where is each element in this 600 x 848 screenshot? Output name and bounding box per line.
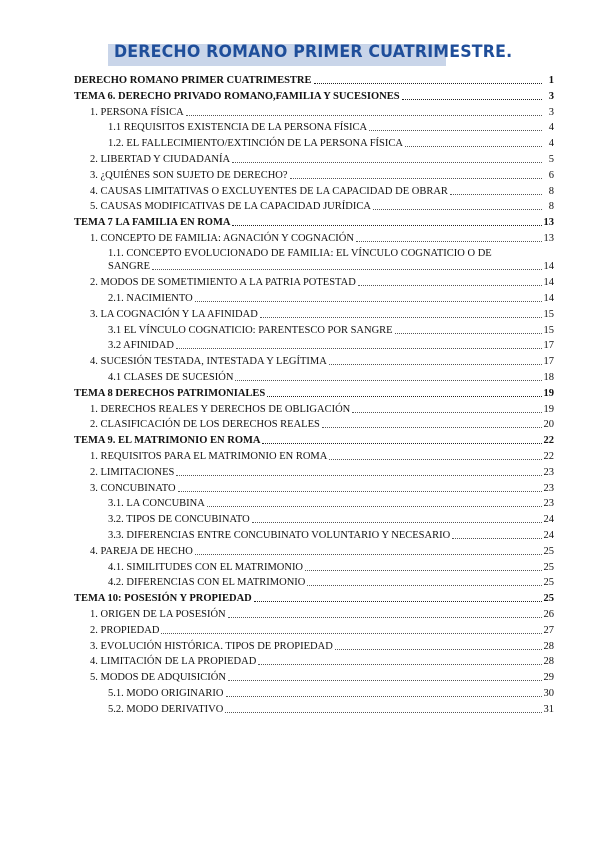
dot-leader: [228, 616, 542, 618]
dot-leader: [252, 521, 542, 523]
toc-section-entry[interactable]: [90, 465, 554, 479]
title-block: [108, 40, 513, 68]
toc-page-number: 17: [543, 356, 554, 368]
toc-entry-text: 5. CAUSAS MODIFICATIVAS DE LA CAPACIDAD JURÍDICA: [90, 201, 371, 213]
toc-entry-text: 3.1. LA CONCUBINA: [108, 498, 205, 510]
toc-entry-text: TEMA 9. EL MATRIMONIO EN ROMA: [74, 435, 261, 447]
dot-leader: [373, 208, 542, 210]
toc-section-entry[interactable]: [90, 654, 554, 668]
toc-page-number: 22: [543, 450, 554, 462]
dot-leader: [228, 679, 542, 681]
toc-subsection-entry[interactable]: [108, 512, 554, 526]
toc-entry-text: 4. CAUSAS LIMITATIVAS O EXCLUYENTES DE LA CAPACIDAD DE OBRAR: [90, 185, 448, 197]
toc-subsection-entry[interactable]: [108, 323, 554, 337]
dot-leader: [260, 316, 542, 318]
toc-page-number: 14: [543, 261, 554, 273]
toc-section-entry[interactable]: [90, 449, 554, 463]
toc-page-number: 26: [543, 608, 554, 620]
toc-entry-text: 4.1 CLASES DE SUCESIÓN: [108, 371, 234, 383]
dot-leader: [405, 145, 542, 147]
toc-subsection-entry[interactable]: [108, 338, 554, 352]
dot-leader: [402, 98, 542, 100]
toc-page-number: 24: [543, 514, 554, 526]
toc-chapter-entry[interactable]: [74, 215, 554, 229]
toc-page-number: 28: [543, 640, 554, 652]
toc-section-entry[interactable]: [90, 481, 554, 495]
dot-leader: [254, 600, 542, 602]
toc-subsection-entry[interactable]: [108, 370, 554, 384]
toc-page-number: 20: [543, 419, 554, 431]
toc-section-entry[interactable]: [90, 670, 554, 684]
toc-page-number: 1: [548, 75, 554, 86]
toc-section-entry[interactable]: [90, 184, 554, 198]
toc-page-number: 14: [543, 292, 554, 304]
toc-section-entry[interactable]: [90, 275, 554, 289]
toc-entry-text: 2. CLASIFICACIÓN DE LOS DERECHOS REALES: [90, 419, 320, 431]
toc-entry-text: 3.1 EL VÍNCULO COGNATICIO: PARENTESCO POR SANGRE: [108, 324, 393, 336]
toc-chapter-entry[interactable]: [74, 591, 554, 605]
dot-leader: [395, 332, 542, 334]
toc-entry-text: SANGRE: [108, 261, 151, 273]
toc-entry-text: 2. LIBERTAD Y CIUDADANÍA: [90, 154, 231, 165]
toc-page-number: 19: [543, 403, 554, 415]
toc-section-entry[interactable]: [90, 307, 554, 321]
toc-section-entry[interactable]: [90, 402, 554, 416]
dot-leader: [450, 193, 542, 195]
toc-entry-text: 3. CONCUBINATO: [90, 482, 176, 494]
dot-leader: [225, 711, 541, 713]
toc-page-number: 8: [548, 185, 554, 197]
toc-page-number: 30: [543, 687, 554, 699]
toc-subsection-entry[interactable]: [108, 560, 554, 574]
toc-page-number: 8: [548, 201, 554, 213]
toc-subsection-entry[interactable]: [108, 528, 554, 542]
toc-section-entry[interactable]: [90, 417, 554, 431]
toc-entry-text: 1. CONCEPTO DE FAMILIA: AGNACIÓN Y COGNACIÓN: [90, 233, 354, 244]
dot-leader: [186, 114, 542, 116]
toc-section-entry[interactable]: [90, 199, 554, 213]
toc-entry-text: DERECHO ROMANO PRIMER CUATRIMESTRE: [74, 75, 312, 86]
dot-leader: [226, 695, 542, 697]
toc-entry-text: 1.1 REQUISITOS EXISTENCIA DE LA PERSONA FÍSICA: [108, 122, 368, 134]
toc-page-number: 15: [543, 324, 554, 336]
dot-leader: [329, 363, 542, 365]
dot-leader: [290, 177, 542, 179]
dot-leader: [161, 632, 541, 634]
toc-section-entry[interactable]: [90, 231, 554, 245]
dot-leader: [305, 569, 541, 571]
toc-page-number: 25: [543, 561, 554, 573]
dot-leader: [369, 129, 542, 131]
toc-page-number: 23: [543, 482, 554, 494]
toc-subsection-entry[interactable]: [108, 259, 554, 273]
toc-page-number: 22: [543, 435, 554, 447]
toc-section-entry[interactable]: [90, 607, 554, 621]
document-title: DERECHO ROMANO PRIMER CUATRIMESTRE.: [114, 42, 513, 62]
toc-page-number: 27: [543, 624, 554, 636]
toc-subsection-entry[interactable]: [108, 575, 554, 589]
toc-entry-text: 1.2. EL FALLECIMIENTO/EXTINCIÓN DE LA PERSONA FÍSICA: [108, 138, 403, 150]
dot-leader: [262, 442, 541, 444]
toc-subsection-entry[interactable]: [108, 686, 554, 700]
dot-leader: [178, 490, 542, 492]
dot-leader: [152, 268, 541, 270]
toc-page-number: 28: [543, 656, 554, 668]
toc-page-number: 15: [543, 308, 554, 320]
toc-entry-text: 4. PAREJA DE HECHO: [90, 545, 193, 557]
dot-leader: [307, 584, 541, 586]
toc-entry-text: 3. LA COGNACIÓN Y LA AFINIDAD: [90, 308, 258, 320]
toc-page-number: 25: [543, 577, 554, 589]
toc-entry-text: 1.1. CONCEPTO EVOLUCIONADO DE FAMILIA: EL VÍNCULO COGNATICIO O DE: [108, 247, 492, 259]
toc-page-number: 3: [548, 90, 554, 102]
toc-entry-text: 3.2. TIPOS DE CONCUBINATO: [108, 514, 250, 526]
toc-page-number: 25: [543, 593, 554, 605]
toc-entry-text: 1. DERECHOS REALES Y DERECHOS DE OBLIGACIÓN: [90, 403, 351, 415]
dot-leader: [235, 379, 541, 381]
toc-subsection-entry[interactable]: [108, 136, 554, 150]
toc-page-number: 31: [543, 703, 554, 715]
toc-entry-text: 3.3. DIFERENCIAS ENTRE CONCUBINATO VOLUNTARIO Y NECESARIO: [108, 529, 451, 541]
toc-entry-text: 5. MODOS DE ADQUISICIÓN: [90, 672, 226, 684]
toc-entry-text: 4.1. SIMILITUDES CON EL MATRIMONIO: [108, 561, 304, 573]
dot-leader: [176, 347, 542, 349]
toc-page-number: 13: [543, 217, 554, 229]
toc-entry-text: 4. SUCESIÓN TESTADA, INTESTADA Y LEGÍTIMA: [90, 356, 327, 368]
toc-section-entry[interactable]: [90, 105, 554, 119]
toc-entry-text: TEMA 8 DERECHOS PATRIMONIALES: [74, 387, 266, 399]
dot-leader: [452, 537, 541, 539]
toc-entry-text: 2. PROPIEDAD: [90, 624, 160, 636]
dot-leader: [195, 300, 542, 302]
toc-chapter-entry[interactable]: [74, 89, 554, 103]
toc-page-number: 6: [548, 169, 554, 181]
dot-leader: [232, 224, 541, 226]
dot-leader: [232, 161, 542, 163]
toc-section-entry[interactable]: [90, 354, 554, 368]
toc-page-number: 4: [548, 138, 554, 150]
toc-entry-text: 2. LIMITACIONES: [90, 466, 175, 478]
toc-subsection-entry[interactable]: [108, 120, 554, 134]
toc-entry-text: 2. MODOS DE SOMETIMIENTO A LA PATRIA POTESTAD: [90, 277, 356, 289]
toc-entry-text: TEMA 7 LA FAMILIA EN ROMA: [74, 217, 231, 229]
dot-leader: [352, 411, 541, 413]
toc-chapter-entry[interactable]: [74, 73, 554, 87]
toc-chapter-entry[interactable]: [74, 386, 554, 400]
dot-leader: [207, 505, 542, 507]
toc-entry-text: 1. PERSONA FÍSICA: [90, 106, 184, 118]
dot-leader: [176, 474, 541, 476]
dot-leader: [358, 284, 542, 286]
toc-entry-text: 3. EVOLUCIÓN HISTÓRICA. TIPOS DE PROPIEDAD: [90, 640, 333, 652]
toc-entry-text: 3.2 AFINIDAD: [108, 340, 174, 352]
toc-entry-text: 2.1. NACIMIENTO: [108, 292, 193, 304]
dot-leader: [329, 458, 541, 460]
dot-leader: [322, 426, 542, 428]
toc-entry-text: 1. REQUISITOS PARA EL MATRIMONIO EN ROMA: [90, 450, 328, 462]
toc-section-entry[interactable]: [90, 544, 554, 558]
dot-leader: [356, 240, 542, 242]
toc-page-number: 14: [543, 277, 554, 289]
toc-page-number: 19: [543, 387, 554, 399]
toc-entry-text: 1. ORIGEN DE LA POSESIÓN: [90, 608, 226, 620]
toc-entry-text: TEMA 10: POSESIÓN Y PROPIEDAD: [74, 593, 252, 605]
toc-entry-text: 4.2. DIFERENCIAS CON EL MATRIMONIO: [108, 577, 306, 589]
toc-section-entry[interactable]: [90, 152, 554, 166]
dot-leader: [195, 553, 542, 555]
toc-entry-text: 5.1. MODO ORIGINARIO: [108, 687, 224, 699]
toc-page-number: 23: [543, 466, 554, 478]
dot-leader: [258, 663, 541, 665]
toc-subsection-entry[interactable]: [108, 496, 554, 510]
toc-section-entry[interactable]: [90, 168, 554, 182]
toc-entry-text: 5.2. MODO DERIVATIVO: [108, 703, 224, 715]
dot-leader: [267, 395, 541, 397]
toc-subsection-entry[interactable]: [108, 702, 554, 716]
toc-page-number: 24: [543, 529, 554, 541]
toc-page-number: 25: [543, 545, 554, 557]
toc-entry-text: TEMA 6. DERECHO PRIVADO ROMANO,FAMILIA Y SUCESIONES: [74, 90, 400, 102]
toc-section-entry[interactable]: [90, 623, 554, 637]
toc-entry-text: 4. LIMITACIÓN DE LA PROPIEDAD: [90, 656, 257, 668]
toc-entry-text: 3. ¿QUIÉNES SON SUJETO DE DERECHO?: [90, 169, 288, 181]
toc-subsection-entry[interactable]: [108, 291, 554, 305]
toc-page-number: 23: [543, 498, 554, 510]
toc-page-number: 29: [543, 672, 554, 684]
toc-page-number: 4: [548, 122, 554, 134]
dot-leader: [335, 648, 542, 650]
dot-leader: [314, 82, 542, 84]
toc-chapter-entry[interactable]: [74, 433, 554, 447]
toc-page-number: 17: [543, 340, 554, 352]
toc-page-number: 3: [548, 106, 554, 118]
toc-page-number: 5: [548, 154, 554, 165]
toc-page-number: 18: [543, 371, 554, 383]
toc-section-entry[interactable]: [90, 639, 554, 653]
toc-page-number: 13: [543, 233, 554, 244]
